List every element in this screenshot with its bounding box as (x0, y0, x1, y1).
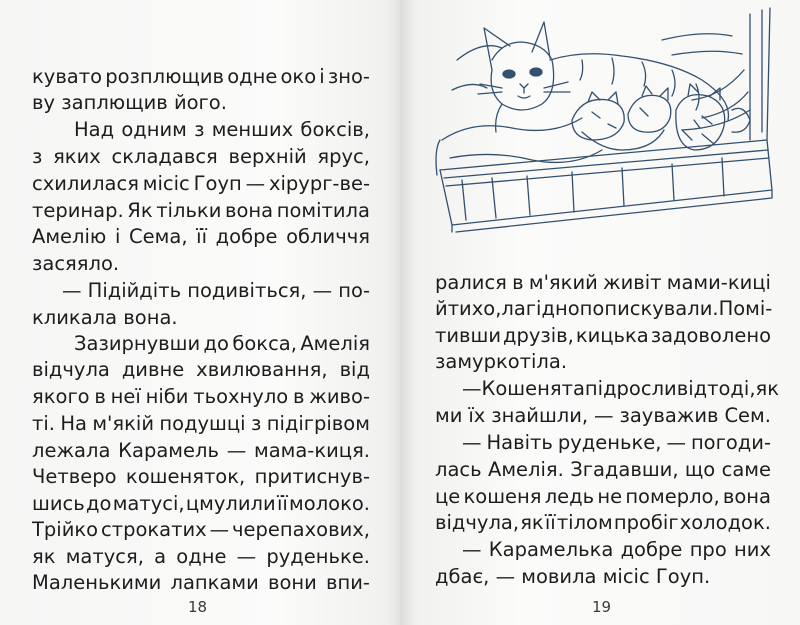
word: руденьке, (557, 431, 662, 454)
right_page-line-5 (462, 376, 780, 402)
right_page-line-9 (435, 484, 771, 510)
word: не (597, 485, 623, 508)
word: тільки (156, 199, 222, 222)
left_page-line-17 (32, 491, 370, 517)
right_page-line-11 (462, 537, 771, 563)
word: тьохнуло (193, 385, 289, 408)
word: до (86, 492, 112, 515)
word: молоко. (289, 492, 370, 515)
word: дивне (121, 358, 185, 381)
word: одне (227, 65, 278, 88)
word: впи- (326, 571, 370, 594)
word: лагідно (501, 297, 580, 320)
left_page-line-7 (32, 224, 370, 250)
word: пробіг (613, 511, 679, 534)
word: — (226, 439, 247, 462)
word: руденьке. (266, 545, 370, 568)
word: одне (176, 545, 227, 568)
kittens-sketch (572, 84, 750, 150)
left_page-line-2 (32, 90, 227, 116)
right_page-line-6 (435, 403, 771, 429)
word: тивши (435, 324, 502, 347)
word: — (462, 538, 482, 561)
word: черепахових, (232, 518, 370, 541)
left_page-line-20 (32, 570, 370, 596)
word: лежала (32, 439, 111, 462)
word: як (520, 511, 544, 534)
word: Помі- (718, 297, 773, 320)
word: ми (435, 404, 463, 427)
left_page-line-6 (32, 198, 370, 224)
word: попискували. (579, 297, 719, 320)
word: її (276, 492, 288, 515)
word: кошеняток, (125, 465, 246, 488)
word: підігрівом (266, 412, 370, 435)
word: — (462, 377, 482, 400)
word: до (203, 332, 229, 355)
word: мами-киці (666, 271, 771, 294)
right-page-number: 19 (592, 598, 612, 616)
right_page-line-7 (462, 430, 771, 456)
left_page-line-1 (32, 64, 370, 90)
left_page-line-10 (32, 305, 178, 331)
word: Згадавши, (570, 458, 679, 481)
word: її (196, 225, 208, 248)
word: — (245, 172, 266, 195)
word: Кошенята (481, 377, 585, 400)
word: і (114, 225, 121, 248)
word: тихо, (447, 297, 502, 320)
word: помітила (276, 199, 370, 222)
word: місіс (602, 565, 650, 588)
word: неї (110, 385, 141, 408)
word: з (32, 145, 43, 168)
word: цмулили (185, 492, 276, 515)
left_page-line-14 (32, 411, 370, 437)
word: подушці (159, 412, 246, 435)
left_page-line-16 (32, 464, 370, 490)
word: м'який (528, 271, 598, 294)
word: Над (74, 118, 115, 141)
word: — (495, 565, 516, 588)
word: Гоуп (193, 172, 242, 195)
word: схилилася (32, 172, 139, 195)
word: добре (215, 225, 278, 248)
word: відчула (32, 358, 110, 381)
word: На (60, 412, 87, 435)
left_page-line-15 (32, 438, 370, 464)
word: замуркотіла. (435, 350, 568, 373)
word: розплющив (105, 65, 225, 88)
word: погоди- (690, 431, 771, 454)
word: Карамель (118, 439, 219, 462)
word: Трійко (32, 518, 99, 541)
word: Зазирнувши (74, 332, 201, 355)
right_page-line-10 (435, 510, 771, 536)
word: вона. (123, 306, 178, 329)
word: ву (32, 91, 56, 114)
word: кошеня (463, 485, 542, 508)
word: подивіться, (187, 279, 307, 302)
word: зно- (327, 65, 370, 88)
word: в (512, 271, 524, 294)
word: знайшли, (491, 404, 589, 427)
word: вона (722, 485, 771, 508)
word: — (594, 404, 614, 427)
word: Карамелька (488, 538, 614, 561)
word: менших (211, 118, 294, 141)
word: дбає, (435, 565, 490, 588)
word: — (462, 431, 482, 454)
word: холодок. (679, 511, 771, 534)
mother-cat-sketch (478, 22, 728, 132)
word: хвилювання, (196, 358, 328, 381)
word: в (94, 385, 106, 408)
left_page-line-12 (32, 357, 370, 383)
word: живіт (603, 271, 662, 294)
right_page-line-1 (435, 270, 771, 296)
word: Амелію (32, 225, 107, 248)
word: матуся, (65, 545, 144, 568)
word: Четверо (32, 465, 117, 488)
word: й (435, 297, 448, 320)
word: друзів, (502, 324, 574, 347)
word: що (684, 458, 716, 481)
word: око (280, 65, 317, 88)
word: померло, (625, 485, 720, 508)
word: живо- (309, 385, 370, 408)
word: тілом (556, 511, 613, 534)
word: ті. (32, 412, 55, 435)
word: Гоуп. (655, 565, 711, 588)
word: строкатих (101, 518, 207, 541)
word: мовила (521, 565, 597, 588)
word: притиснув- (254, 465, 370, 488)
word: Сем. (724, 404, 771, 427)
word: боксів, (300, 118, 370, 141)
word: — (236, 545, 257, 568)
word: від (339, 358, 370, 381)
word: них (734, 538, 771, 561)
word: місіс (142, 172, 190, 195)
word: Як (127, 199, 153, 222)
word: відчула, (435, 511, 520, 534)
word: її (544, 511, 556, 534)
word: підросли (584, 377, 677, 400)
word: саме (721, 458, 771, 481)
word: ралися (435, 271, 507, 294)
word: матусі, (112, 492, 185, 515)
word: якого (32, 385, 90, 408)
word: верхній (228, 145, 307, 168)
left_page-line-4 (32, 144, 370, 170)
word: ніби (145, 385, 189, 408)
word: в (293, 385, 305, 408)
word: Сема, (129, 225, 188, 248)
word: кувато (32, 65, 103, 88)
word: вона (224, 199, 274, 222)
left_page-line-5 (32, 171, 370, 197)
right_page-line-3 (435, 323, 771, 349)
word: його. (173, 91, 227, 114)
word: ярус, (317, 145, 370, 168)
word: про (689, 538, 727, 561)
word: лась (435, 458, 482, 481)
word: мама-киця. (253, 439, 370, 462)
right_page-line-12 (435, 564, 710, 590)
word: кликала (32, 306, 118, 329)
word: з (250, 412, 262, 435)
left_page-line-13 (32, 384, 370, 410)
left_page-line-18 (32, 517, 370, 543)
word: це (435, 485, 461, 508)
left-page-number: 18 (188, 598, 208, 616)
word: Маленькими (32, 571, 162, 594)
word: і (319, 65, 325, 88)
word: одним (121, 118, 187, 141)
word: добре (620, 538, 683, 561)
word: Амелія. (488, 458, 564, 481)
word: теринар. (32, 199, 124, 222)
left_page-line-19 (32, 544, 370, 570)
right_page-line-4 (435, 349, 567, 375)
word: хірург-ве- (268, 172, 370, 195)
word: кицька (575, 324, 649, 347)
left_page-line-9 (62, 278, 370, 304)
word: по- (338, 279, 370, 302)
right_page-line-8 (435, 457, 771, 483)
word: вони (267, 571, 317, 594)
word: Амелія (300, 332, 370, 355)
word: бокса, (232, 332, 297, 355)
word: — (62, 279, 82, 302)
word: Підійдіть (87, 279, 182, 302)
word: м'якій (92, 412, 154, 435)
word: відтоді, (676, 377, 756, 400)
word: лапками (170, 571, 259, 594)
word: засяяло. (32, 252, 120, 275)
word: їх (468, 404, 486, 427)
right_page-line-2 (435, 296, 771, 322)
word: — (209, 518, 230, 541)
word: обличчя (286, 225, 370, 248)
word: складався (111, 145, 218, 168)
word: — (312, 279, 333, 302)
word: з (194, 118, 205, 141)
left_page-line-3 (74, 117, 370, 143)
word: яких (53, 145, 101, 168)
word: як (32, 545, 56, 568)
word: — (666, 431, 686, 454)
word: заплющив (61, 91, 168, 114)
cat-with-kittens-illustration (432, 0, 800, 240)
word: ледь (544, 485, 595, 508)
word: а (154, 545, 167, 568)
word: як (755, 377, 780, 400)
left_page-line-8 (32, 251, 119, 277)
left_page-line-11 (74, 331, 370, 357)
word: шись (32, 492, 85, 515)
word: зауважив (619, 404, 719, 427)
word: Навіть (486, 431, 553, 454)
word: задоволено (650, 324, 771, 347)
